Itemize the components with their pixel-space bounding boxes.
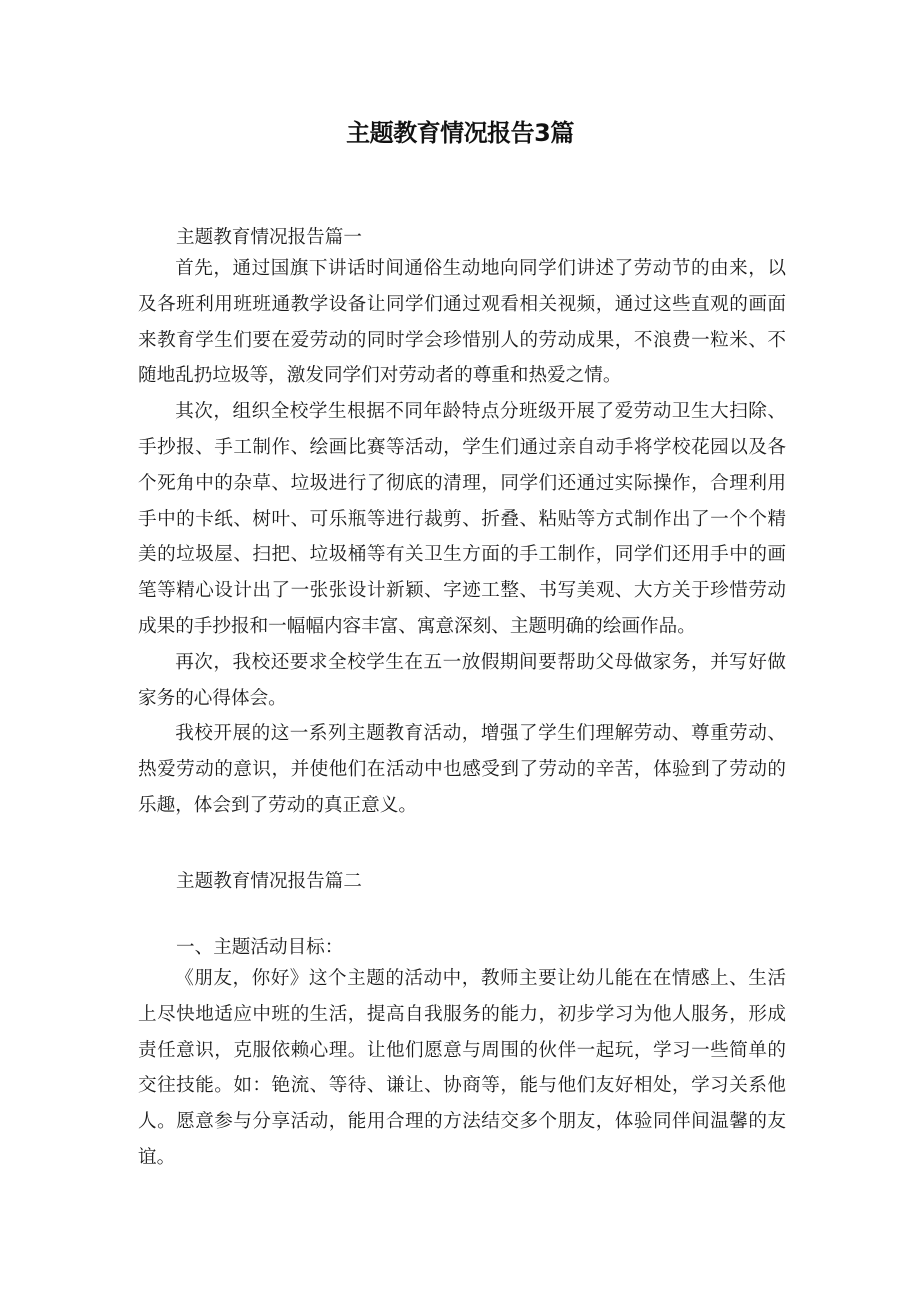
paragraph: 《朋友，你好》这个主题的活动中，教师主要让幼儿能在在情感上、生活上尽快地适应中班的生活，提高自我服务的能力，初步学习为他人服务，形成责任意识，克服依赖心理。让他们愿意与周围的伙伴一起玩，学习一些简单的交往技能。如：铯流、等待、谦让、协商等，能与他们友好相处，学习关系他人。愿意参与分享活动，能用合理的方法结交多个朋友，体验同伴间温馨的友谊。 bbox=[138, 968, 786, 1168]
section-2-body bbox=[138, 961, 786, 1176]
paragraph: 首先，通过国旗下讲话时间通俗生动地向同学们讲述了劳动节的由来，以及各班利用班班通教学设备让同学们通过观看相关视频，通过这些直观的画面来教育学生们要在爱劳动的同时学会珍惜别人的劳动成果，不浪费一粒米、不随地乱扔垃圾等，激发同学们对劳动者的尊重和热爱之情。 bbox=[138, 258, 786, 387]
section-heading-1: 主题教育情况报告篇一 bbox=[176, 227, 362, 248]
document-title: 主题教育情况报告3篇 bbox=[346, 119, 574, 147]
section-heading-2: 主题教育情况报告篇二 bbox=[176, 871, 362, 892]
section-subheading: 一、主题活动目标： bbox=[176, 937, 344, 958]
paragraph: 再次，我校还要求全校学生在五一放假期间要帮助父母做家务，并写好做家务的心得体会。 bbox=[138, 651, 786, 709]
paragraph: 我校开展的这一系列主题教育活动，增强了学生们理解劳动、尊重劳动、热爱劳动的意识，并使他们在活动中也感受到了劳动的辛苦，体验到了劳动的乐趣，体会到了劳动的真正意义。 bbox=[138, 723, 786, 816]
section-1-body bbox=[138, 251, 786, 824]
paragraph: 其次，组织全校学生根据不同年龄特点分班级开展了爱劳动卫生大扫除、手抄报、手工制作、绘画比赛等活动，学生们通过亲自动手将学校花园以及各个死角中的杂草、垃圾进行了彻底的清理，同学们还通过实际操作，合理利用手中的卡纸、树叶、可乐瓶等进行裁剪、折叠、粘贴等方式制作出了一个个精美的垃圾屋、扫把、垃圾桶等有关卫生方面的手工制作，同学们还用手中的画笔等精心设计出了一张张设计新颖、字迹工整、书写美观、大方关于珍惜劳动成果的手抄报和一幅幅内容丰富、寓意深刻、主题明确的绘画作品。 bbox=[138, 401, 786, 637]
